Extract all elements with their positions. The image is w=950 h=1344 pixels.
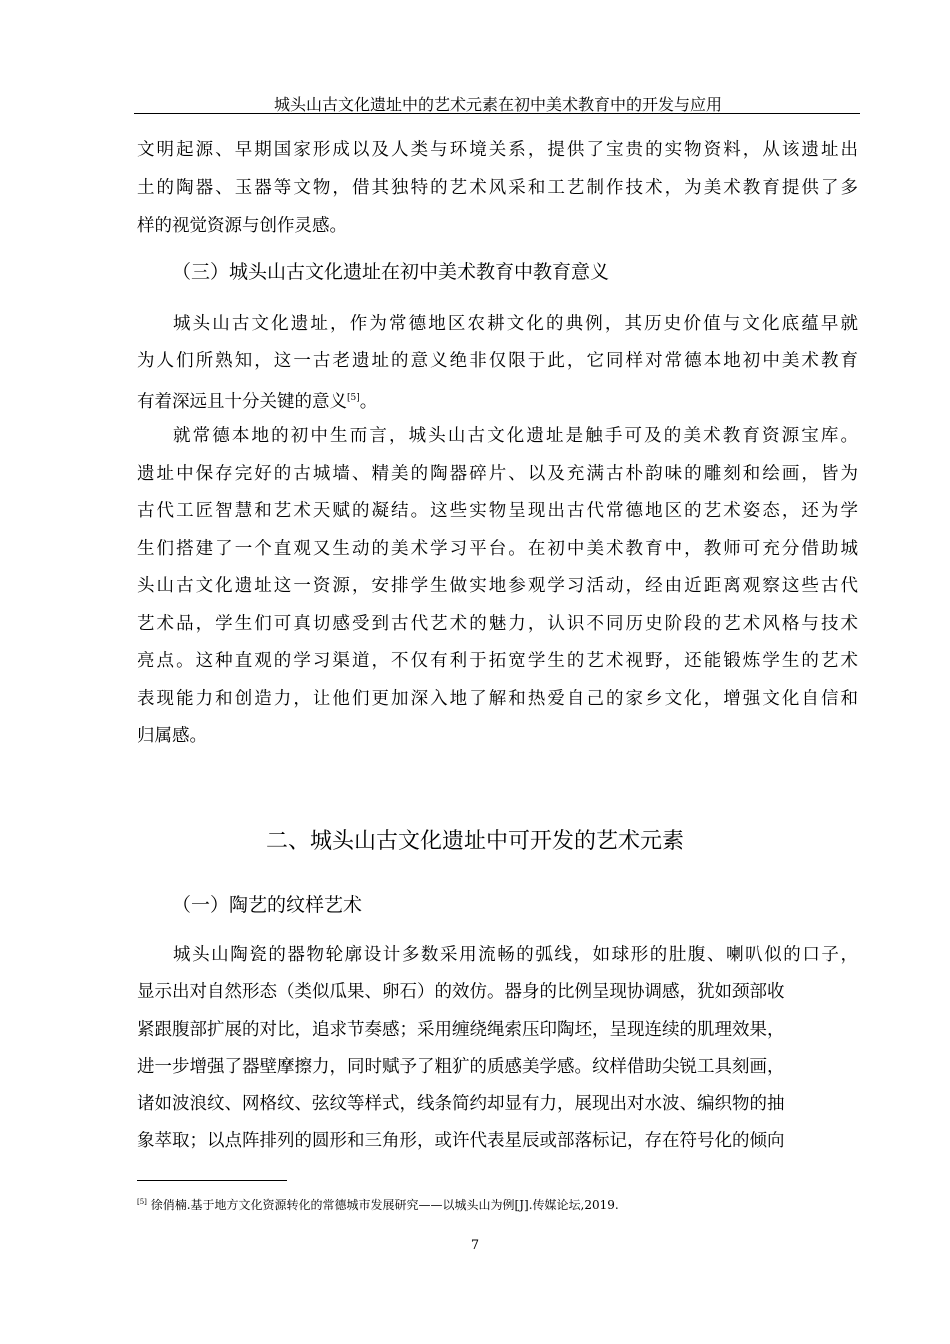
paragraph-line: 亮点。这种直观的学习渠道，不仅有利于拓宽学生的艺术视野，还能锻炼学生的艺术: [137, 651, 858, 671]
paragraph-line: 表现能力和创造力，让他们更加深入地了解和热爱自己的家乡文化，增强文化自信和: [137, 689, 858, 709]
line-text: 有着深远且十分关键的意义: [137, 392, 347, 412]
paragraph-line: 显示出对自然形态（类似瓜果、卵石）的效仿。器身的比例呈现协调感，犹如颈部收: [137, 982, 785, 1002]
paragraph-line: 城头山陶瓷的器物轮廓设计多数采用流畅的弧线，如球形的肚腹、喇叭似的口子，: [173, 945, 858, 965]
section-heading-3: （三）城头山古文化遗址在初中美术教育中教育意义: [172, 261, 610, 283]
paragraph-line: 样的视觉资源与创作灵感。: [137, 216, 347, 236]
paragraph-line: 生们搭建了一个直观又生动的美术学习平台。在初中美术教育中，教师可充分借助城: [137, 539, 858, 559]
paragraph-line: 古代工匠智慧和艺术天赋的凝结。这些实物呈现出古代常德地区的艺术姿态，还为学: [137, 501, 858, 521]
header-rule: [134, 113, 860, 114]
line-end: 。: [359, 392, 378, 412]
citation-link[interactable]: [5]: [347, 393, 360, 403]
footnote: [137, 1194, 619, 1213]
paragraph-line: 土的陶器、玉器等文物，借其独特的艺术风采和工艺制作技术，为美术教育提供了多: [137, 178, 858, 198]
paragraph-line: 城头山古文化遗址，作为常德地区农耕文化的典例，其历史价值与文化底蕴早就: [173, 314, 858, 334]
section-heading-1: （一）陶艺的纹样艺术: [172, 894, 363, 916]
paragraph-line: 进一步增强了器壁摩擦力，同时赋予了粗犷的质感美学感。纹样借助尖锐工具刻画，: [137, 1057, 785, 1077]
footnote-text: 徐俏楠.基于地方文化资源转化的常德城市发展研究——以城头山为例[J].传媒论坛,2019.: [146, 1198, 619, 1212]
footnote-rule: [137, 1180, 287, 1181]
paragraph-line: 象萃取；以点阵排列的圆形和三角形，或许代表星辰或部落标记，存在符号化的倾向: [137, 1131, 785, 1151]
paragraph-line: 头山古文化遗址这一资源，安排学生做实地参观学习活动，经由近距离观察这些古代: [137, 576, 858, 596]
paragraph-line: 就常德本地的初中生而言，城头山古文化遗址是触手可及的美术教育资源宝库。: [173, 426, 858, 446]
paragraph-line: 艺术品，学生们可真切感受到古代艺术的魅力，认识不同历史阶段的艺术风格与技术: [137, 614, 858, 634]
paragraph-line: 为人们所熟知，这一古老遗址的意义绝非仅限于此，它同样对常德本地初中美术教育: [137, 351, 858, 371]
page-number: 7: [470, 1238, 480, 1253]
paragraph-line: 诸如波浪纹、网格纹、弦纹等样式，线条简约却显有力，展现出对水波、编织物的抽: [137, 1094, 785, 1114]
paragraph-line: 遗址中保存完好的古城墙、精美的陶器碎片、以及充满古朴韵味的雕刻和绘画，皆为: [137, 464, 858, 484]
paragraph-line: 归属感。: [137, 726, 207, 746]
footnote-marker: [5]: [137, 1198, 147, 1206]
paragraph-line: 紧跟腹部扩展的对比，追求节奏感；采用缠绕绳索压印陶坯，呈现连续的肌理效果，: [137, 1020, 785, 1040]
running-header: 城头山古文化遗址中的艺术元素在初中美术教育中的开发与应用: [273, 95, 722, 114]
paragraph-line: [137, 386, 858, 414]
paragraph-line: 文明起源、早期国家形成以及人类与环境关系，提供了宝贵的实物资料，从该遗址出: [137, 140, 858, 160]
chapter-heading-2: 二、城头山古文化遗址中可开发的艺术元素: [265, 829, 684, 854]
